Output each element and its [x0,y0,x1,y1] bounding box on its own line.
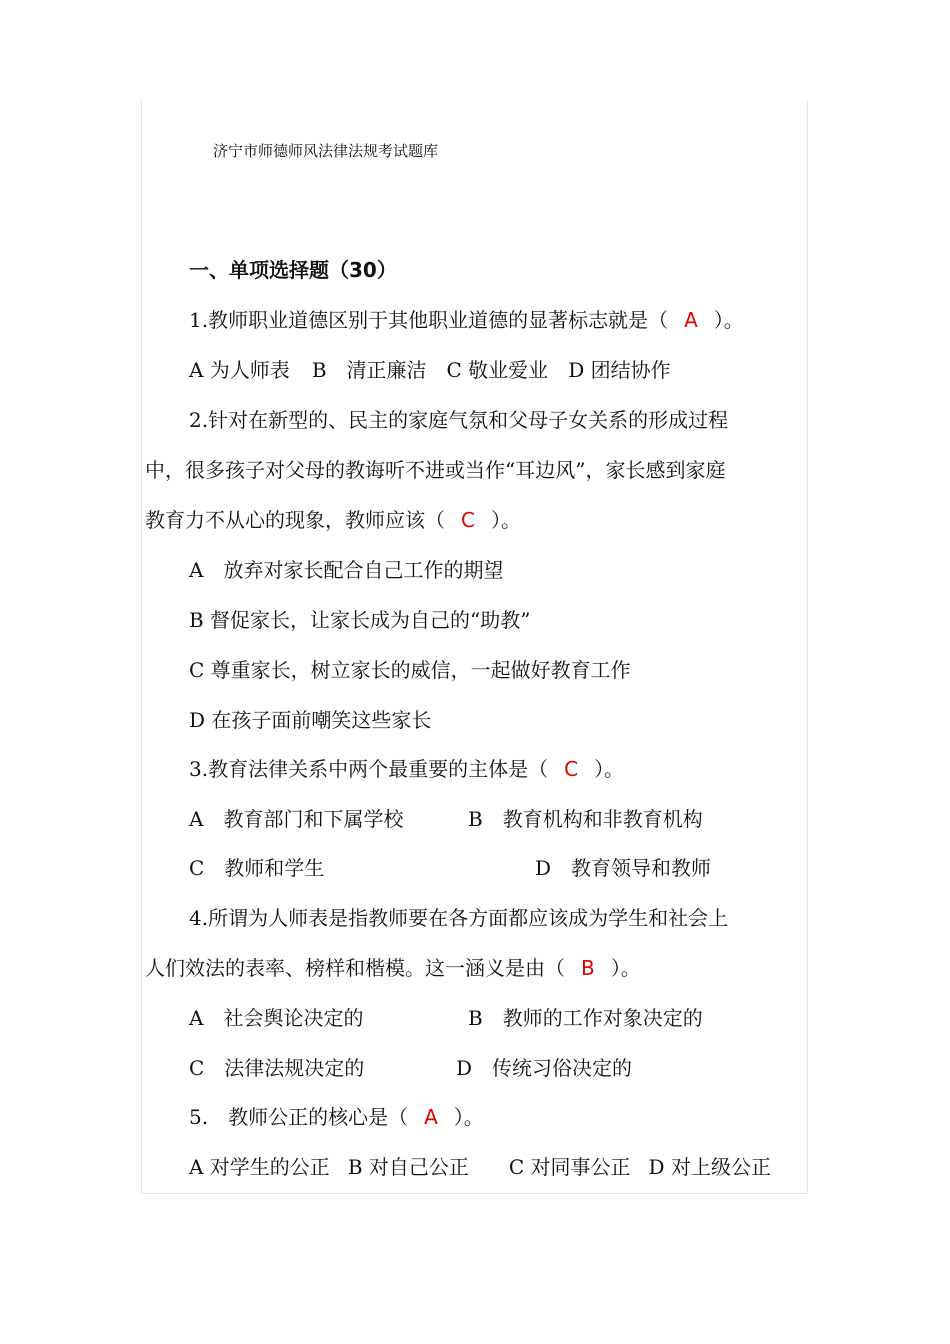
question-4-option-a: A 社会舆论决定的 [189,1006,364,1030]
question-5-options [189,1152,771,1182]
question-2-option-d: D 在孩子面前嘲笑这些家长 [189,708,432,732]
question-5-option-c: C 对同事公正 [508,1155,631,1179]
question-1-text-end: ）。 [713,308,744,332]
question-1-option-a: A 为人师表 [189,358,290,382]
question-2-option-b: B 督促家长，让家长成为自己的“助教” [189,608,531,632]
question-2-line-3 [145,505,521,535]
question-5-option-d: D 对上级公正 [648,1155,771,1179]
question-4-option-d: D 传统习俗决定的 [456,1056,633,1080]
question-2-answer: C [461,508,475,532]
question-5-text-end: ）。 [453,1105,484,1129]
question-4-option-c: C 法律法规决定的 [189,1056,365,1080]
section-heading: 一、单项选择题（30） [189,258,397,282]
question-4-option-b: B 教师的工作对象决定的 [468,1006,703,1030]
question-1-option-b: B 清正廉洁 [311,358,427,382]
question-5-answer: A [424,1105,438,1129]
question-2-option-c: C 尊重家长，树立家长的威信，一起做好教育工作 [189,658,631,682]
question-2-text-end: ）。 [490,508,521,532]
question-3-option-d: D 教育领导和教师 [535,856,712,880]
question-1-stem [189,305,744,335]
question-1-option-d: D 团结协作 [568,358,671,382]
question-2-line-2: 中，很多孩子对父母的教诲听不进或当作“耳边风”，家长感到家庭 [145,458,726,482]
question-3-option-c: C 教师和学生 [189,856,325,880]
question-3-text: 3.教育法律关系中两个最重要的主体是（ [189,757,549,781]
question-5-stem [189,1102,484,1132]
question-3-option-a: A 教育部门和下属学校 [189,807,404,831]
question-4-line-2 [145,953,641,983]
question-3-stem [189,754,624,784]
question-5-option-a: A 对学生的公正 [189,1155,330,1179]
question-2-text: 教育力不从心的现象，教师应该（ [145,508,445,532]
question-4-text-end: ）。 [610,956,641,980]
question-4-answer: B [581,956,595,980]
question-1-options [189,355,671,385]
question-2-option-a: A 放弃对家长配合自己工作的期望 [189,558,504,582]
question-3-text-end: ）。 [594,757,625,781]
question-3-option-b: B 教育机构和非教育机构 [468,807,703,831]
question-1-answer: A [684,308,698,332]
question-4-text: 人们效法的表率、榜样和楷模。这一涵义是由（ [145,956,565,980]
question-1-option-c: C 敬业爱业 [446,358,549,382]
question-5-text: 5. 教师公正的核心是（ [189,1105,409,1129]
question-3-answer: C [564,757,579,781]
question-1-text: 1.教师职业道德区别于其他职业道德的显著标志就是（ [189,308,669,332]
question-2-line-1: 2.针对在新型的、民主的家庭气氛和父母子女关系的形成过程 [189,408,729,432]
question-5-option-b: B 对自己公正 [347,1155,469,1179]
document-title: 济宁市师德师风法律法规考试题库 [213,142,439,160]
question-4-line-1: 4.所谓为人师表是指教师要在各方面都应该成为学生和社会上 [189,906,729,930]
